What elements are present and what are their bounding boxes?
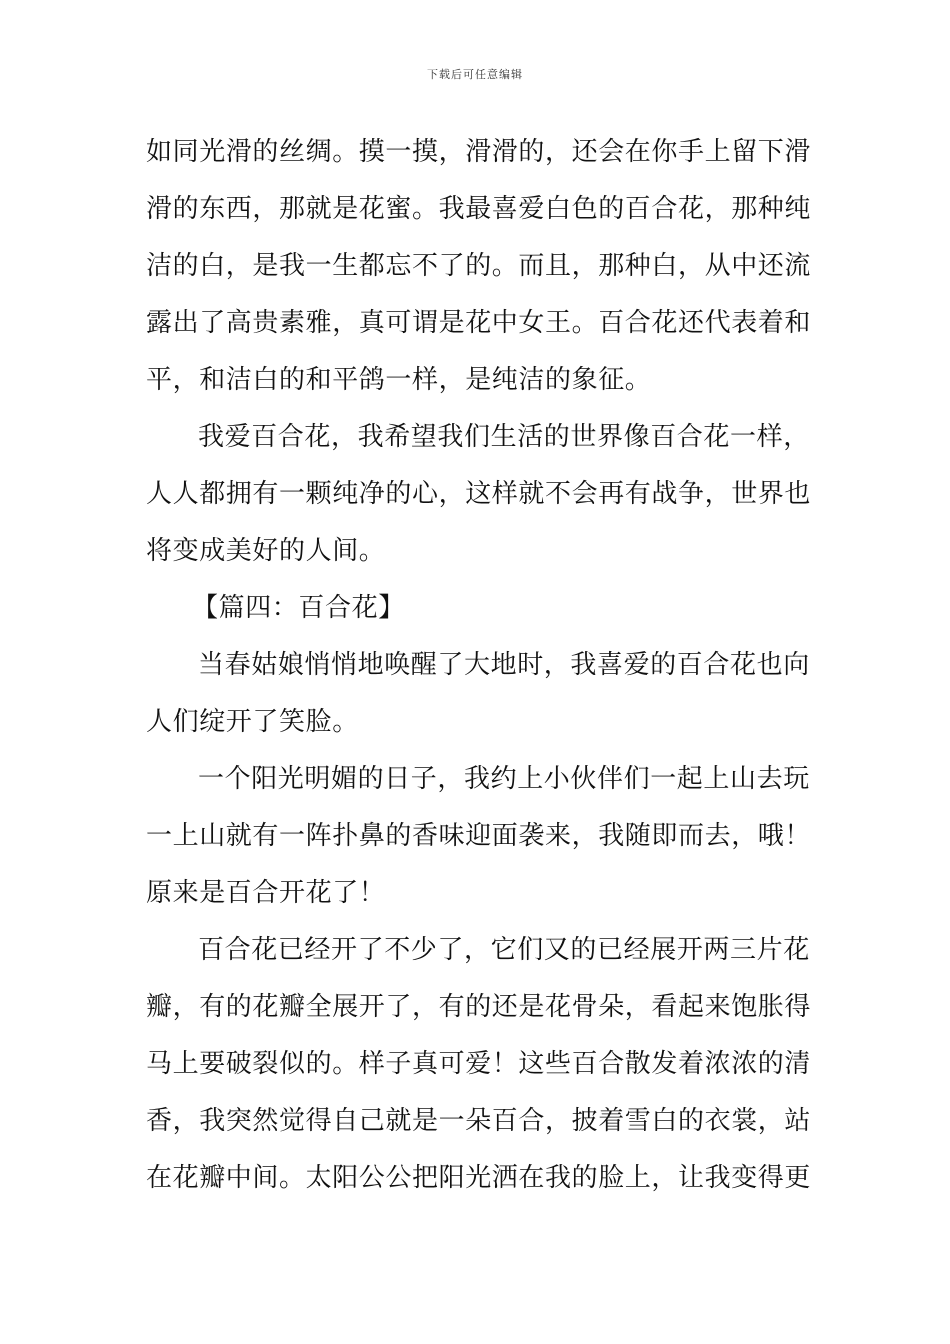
text-line: 滑的东西，那就是花蜜。我最喜爱白色的百合花，那种纯 — [146, 194, 812, 224]
text-line: 当春姑娘悄悄地唤醒了大地时，我喜爱的百合花也向 — [198, 650, 810, 680]
text-line: 在花瓣中间。太阳公公把阳光洒在我的脸上，让我变得更 — [146, 1163, 812, 1193]
text-line: 香，我突然觉得自己就是一朵百合，披着雪白的衣裳，站 — [146, 1106, 812, 1136]
section-heading: 【篇四：百合花】 — [192, 593, 405, 623]
text-line: 露出了高贵素雅，真可谓是花中女王。百合花还代表着和 — [146, 308, 812, 338]
text-line: 如同光滑的丝绸。摸一摸，滑滑的，还会在你手上留下滑 — [146, 137, 812, 167]
text-line: 百合花已经开了不少了，它们又的已经展开两三片花 — [198, 935, 810, 965]
text-line: 洁的白，是我一生都忘不了的。而且，那种白，从中还流 — [146, 251, 812, 281]
text-line: 将变成美好的人间。 — [146, 536, 386, 566]
text-line: 一上山就有一阵扑鼻的香味迎面袭来，我随即而去，哦！ — [146, 821, 812, 851]
text-line: 平，和洁白的和平鸽一样，是纯洁的象征。 — [146, 365, 652, 395]
text-line: 我爱百合花，我希望我们生活的世界像百合花一样， — [198, 422, 810, 452]
page-header: 下载后可任意编辑 — [427, 68, 523, 81]
text-line: 瓣，有的花瓣全展开了，有的还是花骨朵，看起来饱胀得 — [146, 992, 812, 1022]
text-line: 马上要破裂似的。样子真可爱！这些百合散发着浓浓的清 — [146, 1049, 812, 1079]
text-line: 原来是百合开花了！ — [146, 878, 386, 908]
text-line: 人人都拥有一颗纯净的心，这样就不会再有战争，世界也 — [146, 479, 812, 509]
text-line: 一个阳光明媚的日子，我约上小伙伴们一起上山去玩 — [198, 764, 810, 794]
text-line: 人们绽开了笑脸。 — [146, 707, 359, 737]
